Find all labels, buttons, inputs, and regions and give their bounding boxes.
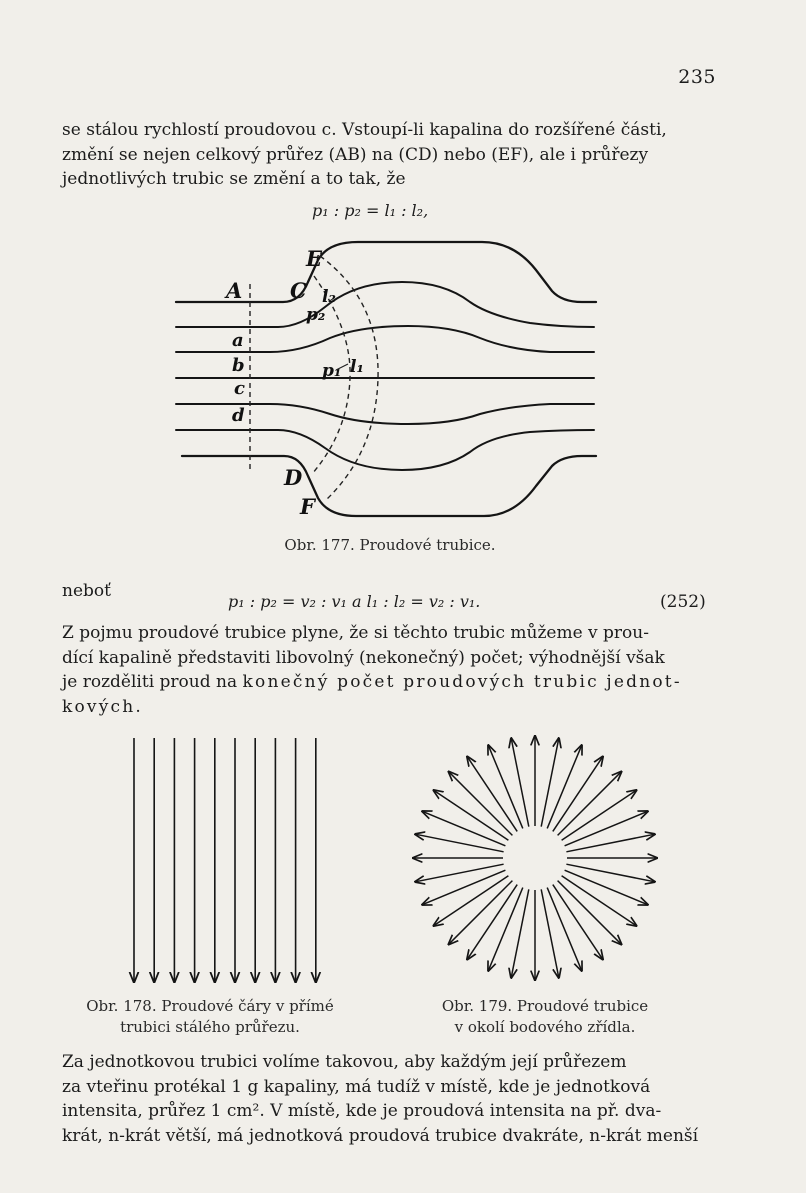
text-line: dící kapalině představiti libovolný (nekonečný) počet; výhodnější však	[62, 647, 665, 668]
page-number: 235	[678, 66, 716, 88]
radial-ray-arrow	[566, 864, 654, 882]
label-l1: l₁	[350, 357, 364, 377]
caption-line: Obr. 179. Proudové trubice	[441, 997, 649, 1015]
label-d: d	[232, 405, 245, 426]
text-plain: je rozděliti proud na	[62, 672, 238, 692]
radial-ray-arrow	[553, 757, 603, 832]
word-nebot: neboť	[62, 581, 111, 601]
radial-ray-arrow	[562, 876, 637, 926]
text-line: Z pojmu proudové trubice plyne, že si těchto trubic můžeme v prou-	[62, 623, 649, 643]
radial-ray-arrow	[511, 738, 529, 826]
label-A: A	[226, 278, 243, 303]
radial-ray-arrow	[541, 738, 559, 826]
label-p2: p₂	[306, 305, 326, 325]
text-line: změní se nejen celkový průřez (AB) na (CD) nebo (EF), ale i průřezy	[62, 144, 649, 165]
label-E: E	[306, 246, 323, 271]
text-spaced: konečný počet proudových trubic jednot-	[242, 672, 682, 692]
caption-figure-177: Obr. 177. Proudové trubice.	[284, 536, 496, 554]
text-line: krát, n-krát větší, má jednotková proudová trubice dvakráte, n-krát menší	[62, 1125, 699, 1146]
equation-2: p₁ : p₂ = v₂ : v₁ a l₁ : l₂ = v₂ : v₁.	[228, 592, 481, 611]
radial-ray-arrow	[541, 889, 559, 977]
paragraph-3	[62, 1050, 712, 1148]
caption-figure-179	[400, 996, 690, 1038]
equation-1: p₁ : p₂ = l₁ : l₂,	[312, 201, 429, 220]
radial-ray-arrow	[434, 790, 509, 840]
radial-ray-arrow	[415, 864, 503, 882]
label-C: C	[290, 278, 307, 303]
radial-ray-arrow	[553, 885, 603, 960]
text-line: intensita, průřez 1 cm². V místě, kde je proudová intensita na př. dva-	[62, 1101, 662, 1121]
radial-ray-arrow	[562, 790, 637, 840]
label-p1: p₁	[322, 361, 342, 381]
caption-figure-178	[60, 996, 360, 1038]
text-line: Za jednotkovou trubici volíme takovou, aby každým její průřezem	[62, 1052, 627, 1072]
text-line: jednotlivých trubic se změní a to tak, že	[62, 169, 406, 189]
radial-ray-arrow	[467, 885, 517, 960]
radial-ray-arrow	[511, 889, 529, 977]
label-b: b	[232, 355, 245, 376]
caption-line: v okolí bodového zřídla.	[454, 1018, 636, 1036]
label-D: D	[284, 465, 303, 490]
radial-ray-arrow	[434, 876, 509, 926]
caption-line: trubici stálého průřezu.	[120, 1018, 300, 1036]
text-line: kových.	[62, 696, 144, 717]
caption-line: Obr. 178. Proudové čáry v přímé	[86, 997, 334, 1015]
label-c: c	[234, 378, 245, 399]
radial-ray-arrow	[467, 757, 517, 832]
radial-ray-arrow	[566, 834, 654, 852]
equation-number: (252)	[660, 592, 706, 612]
label-a: a	[232, 330, 244, 351]
label-l2: l₂	[322, 287, 336, 307]
text-line: se stálou rychlostí proudovou c. Vstoupí-li kapalina do rozšířené části,	[62, 120, 667, 140]
text-line: za vteřinu protékal 1 g kapaliny, má tudíž v místě, kde je jednotková	[62, 1076, 651, 1097]
radial-ray-arrow	[415, 834, 503, 852]
label-F: F	[300, 494, 315, 519]
